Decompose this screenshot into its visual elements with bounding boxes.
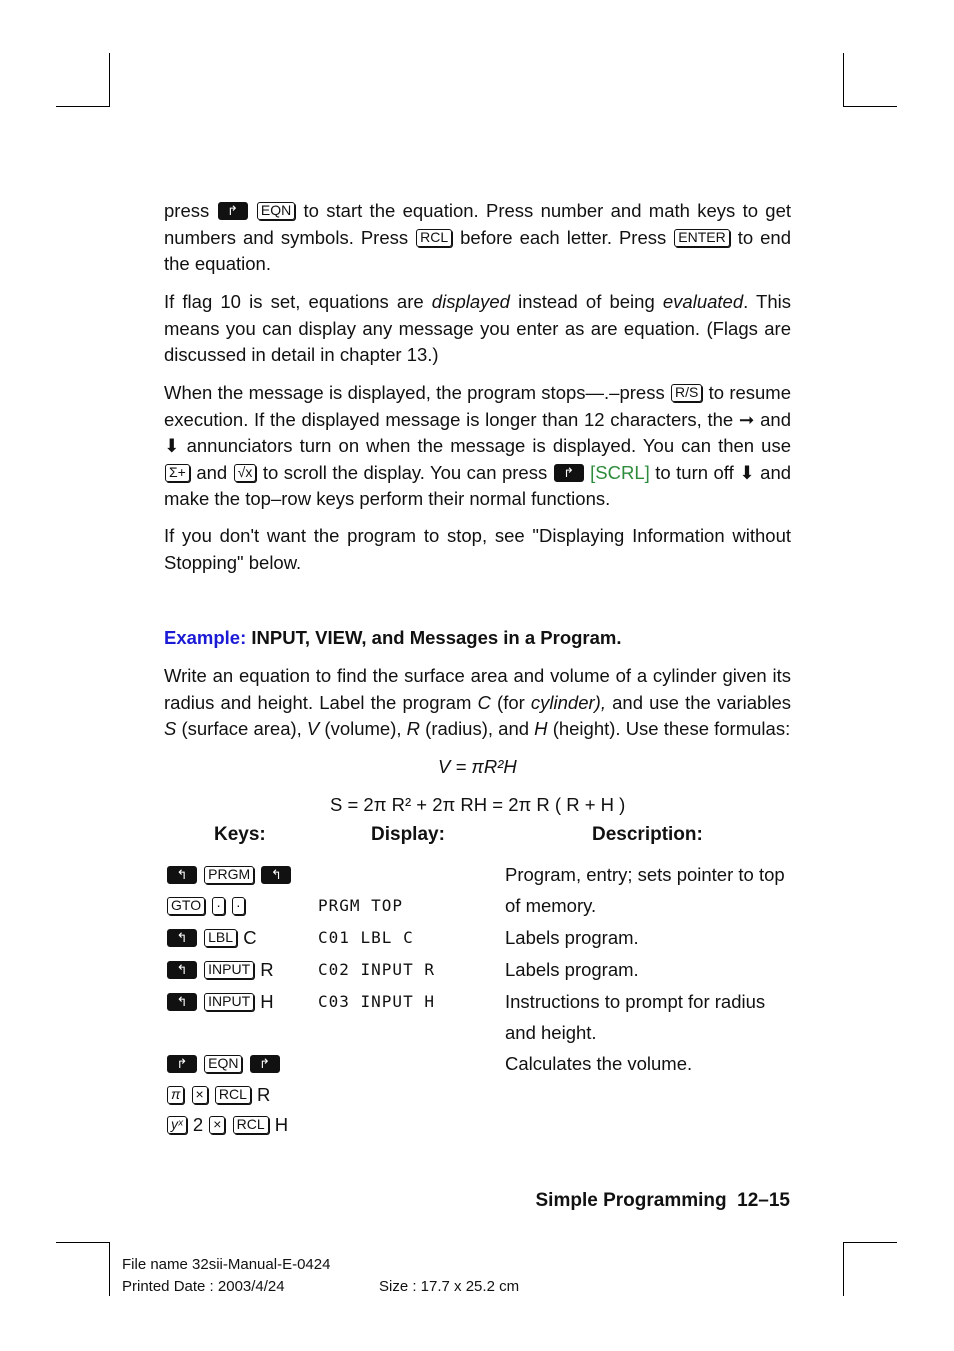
- row-description: Instructions to prompt for radius: [505, 991, 766, 1012]
- right-shift-key: ↱: [250, 1055, 280, 1073]
- multiply-key: ×: [192, 1086, 208, 1104]
- row-description: Calculates the volume.: [505, 1053, 693, 1074]
- row-display: PRGM TOP: [318, 896, 404, 915]
- paragraph-flag-10: [164, 289, 791, 369]
- paragraph-example-intro: [164, 663, 791, 743]
- table-row: [166, 1084, 270, 1114]
- variable-letter: H: [274, 1114, 289, 1135]
- gto-key: GTO: [167, 897, 205, 915]
- page-footer: Simple Programming 12–15: [535, 1190, 790, 1211]
- dot-key: ·: [232, 897, 245, 915]
- rcl-key: RCL: [215, 1086, 251, 1104]
- paragraph-eqn-entry: [164, 198, 791, 278]
- label-letter: C: [243, 927, 257, 948]
- power-key: yˣ: [167, 1116, 187, 1134]
- variable-letter: R: [257, 1084, 271, 1105]
- text: to end the equation.: [164, 226, 791, 274]
- eqn-key: EQN: [204, 1055, 242, 1073]
- emphasis: cylinder),: [530, 691, 606, 713]
- dot-key: ·: [212, 897, 225, 915]
- sqrt-key: √x: [234, 464, 257, 482]
- example-heading: [164, 625, 791, 652]
- text: (surface area),: [181, 718, 302, 739]
- column-header-display: Display:: [371, 824, 445, 845]
- right-shift-key: ↱: [218, 202, 248, 220]
- crop-mark-br-v: [843, 1242, 844, 1296]
- run-stop-key: R/S: [671, 384, 702, 402]
- table-row: [166, 959, 274, 989]
- eqn-key: EQN: [257, 202, 295, 220]
- text: (for: [497, 691, 525, 713]
- pi-key: π: [167, 1086, 184, 1104]
- table-row: [166, 895, 246, 925]
- enter-key: ENTER: [674, 229, 729, 247]
- row-display: C01 LBL C: [318, 928, 414, 947]
- crop-mark-tr-v: [843, 53, 844, 107]
- row-description: Labels program.: [505, 927, 639, 948]
- var-r: R: [406, 718, 421, 739]
- crop-mark-tr-h: [843, 106, 897, 107]
- variable-letter: R: [260, 959, 274, 980]
- row-description: Program, entry; sets pointer to top: [505, 864, 785, 885]
- var-c: C: [477, 691, 491, 713]
- table-row: [166, 1053, 281, 1083]
- text: (radius), and: [425, 718, 530, 739]
- example-title: INPUT, VIEW, and Messages in a Program.: [251, 627, 622, 648]
- left-shift-key: ↰: [167, 929, 197, 947]
- var-s: S: [164, 718, 177, 739]
- digit: 2: [192, 1114, 204, 1135]
- var-h: H: [534, 718, 548, 739]
- left-shift-key: ↰: [261, 866, 291, 884]
- text: to turn off ⬇ and make the top–row keys perform their normal functions.: [164, 461, 792, 509]
- text: When the message is displayed, the program stops—.–press: [164, 382, 665, 403]
- right-shift-key: ↱: [554, 464, 584, 482]
- text: (volume),: [324, 718, 402, 739]
- row-description: of memory.: [505, 895, 597, 916]
- text: to start the equation. Press number and math keys to get numbers and symbols. Press: [164, 200, 792, 248]
- multiply-key: ×: [209, 1116, 225, 1134]
- text: If flag 10 is set, equations are: [164, 291, 424, 312]
- page-size: Size : 17.7 x 25.2 cm: [379, 1278, 520, 1295]
- table-row: [166, 927, 257, 957]
- text: (height). Use these formulas:: [552, 718, 791, 739]
- table-row: [166, 864, 292, 894]
- column-header-keys: Keys:: [214, 824, 266, 845]
- scrl-function: [SCRL]: [590, 461, 650, 483]
- left-shift-key: ↰: [167, 961, 197, 979]
- text: before each letter. Press: [460, 226, 667, 248]
- rcl-key: RCL: [233, 1116, 269, 1134]
- text: and: [196, 461, 228, 483]
- file-name: File name 32sii-Manual-E-0424: [122, 1256, 331, 1273]
- sigma-plus-key: Σ+: [165, 464, 190, 482]
- crop-mark-tl-h: [56, 106, 110, 107]
- input-key: INPUT: [204, 993, 254, 1011]
- right-shift-key: ↱: [167, 1055, 197, 1073]
- crop-mark-br-h: [843, 1242, 897, 1243]
- text: and use the variables: [612, 691, 791, 713]
- row-display: C02 INPUT R: [318, 960, 435, 979]
- left-shift-key: ↰: [167, 866, 197, 884]
- text: press: [164, 200, 210, 221]
- table-row: [166, 1114, 288, 1144]
- text: . This means you can display any message you enter as are equation. (Flags are discussed in detail in chapter 13.): [164, 291, 791, 365]
- left-shift-key: ↰: [167, 993, 197, 1011]
- formula-volume: V = πR²H: [438, 756, 517, 777]
- paragraph-no-stop: If you don't want the program to stop, see "Displaying Information without Stopping" below.: [164, 525, 791, 573]
- emphasis: displayed: [431, 291, 510, 312]
- variable-letter: H: [260, 991, 274, 1012]
- rcl-key: RCL: [416, 229, 452, 247]
- column-header-description: Description:: [592, 824, 703, 845]
- crop-mark-bl-v: [109, 1242, 110, 1296]
- text: to resume execution. If the displayed message is longer than 12 characters, the ➞ and ⬇ annunciators turn on when the message is displayed. You can then use: [164, 382, 792, 456]
- printed-date: Printed Date : 2003/4/24: [122, 1278, 285, 1295]
- text: Write an equation to find the surface area and volume of a cylinder given its radius and height. Label the program: [164, 665, 791, 713]
- crop-mark-bl-h: [56, 1242, 110, 1243]
- crop-mark-tl-v: [109, 53, 110, 107]
- row-description: and height.: [505, 1022, 597, 1043]
- table-row: [166, 991, 274, 1021]
- paragraph-message-displayed: [164, 380, 791, 513]
- text: instead of being: [518, 291, 655, 312]
- var-v: V: [306, 718, 320, 739]
- emphasis: evaluated: [662, 291, 744, 312]
- prgm-key: PRGM: [204, 866, 254, 884]
- text: to scroll the display. You can press: [262, 461, 548, 483]
- formula-surface: S = 2π R² + 2π RH = 2π R ( R + H ): [330, 794, 626, 815]
- lbl-key: LBL: [204, 929, 237, 947]
- input-key: INPUT: [204, 961, 254, 979]
- row-display: C03 INPUT H: [318, 992, 435, 1011]
- example-label: Example:: [164, 627, 247, 648]
- row-description: Labels program.: [505, 959, 639, 980]
